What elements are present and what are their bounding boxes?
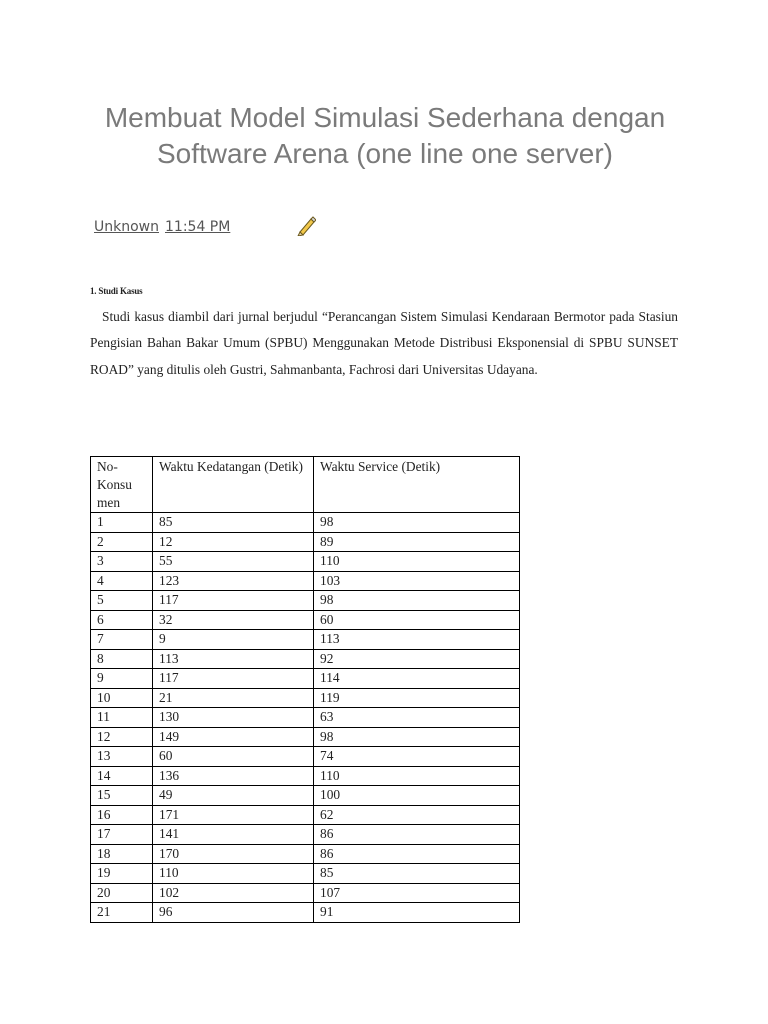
cell-arrival-time: 12	[153, 532, 314, 552]
cell-arrival-time: 49	[153, 786, 314, 806]
cell-arrival-time: 32	[153, 610, 314, 630]
table-row	[91, 630, 520, 650]
cell-arrival-time: 117	[153, 591, 314, 611]
cell-customer-no: 8	[91, 649, 153, 669]
author-link[interactable]: Unknown	[94, 219, 159, 235]
cell-customer-no: 15	[91, 786, 153, 806]
table-row	[91, 552, 520, 572]
table-row	[91, 669, 520, 689]
cell-service-time: 74	[314, 747, 520, 767]
header-arrival-time: Waktu Kedatangan (Detik)	[153, 457, 314, 513]
cell-service-time: 110	[314, 766, 520, 786]
cell-customer-no: 7	[91, 630, 153, 650]
cell-customer-no: 19	[91, 864, 153, 884]
cell-service-time: 92	[314, 649, 520, 669]
cell-service-time: 114	[314, 669, 520, 689]
cell-service-time: 100	[314, 786, 520, 806]
cell-customer-no: 2	[91, 532, 153, 552]
cell-service-time: 119	[314, 688, 520, 708]
cell-arrival-time: 123	[153, 571, 314, 591]
table-row	[91, 688, 520, 708]
cell-service-time: 98	[314, 727, 520, 747]
table-row	[91, 610, 520, 630]
cell-service-time: 85	[314, 864, 520, 884]
section-heading: 1. Studi Kasus	[90, 286, 143, 296]
case-study-paragraph: Studi kasus diambil dari jurnal berjudul “Perancangan Sistem Simulasi Kendaraan Bermotor pada Stasiun Pengisian Bahan Bakar Umum (SPBU) Menggunakan Metode Distribusi Eksponensial di SPBU SUNSET ROAD” yang ditulis oleh Gustri, Sahmanbanta, Fachrosi dari Universitas Udayana.	[90, 309, 678, 377]
cell-customer-no: 18	[91, 844, 153, 864]
table-row	[91, 649, 520, 669]
cell-customer-no: 6	[91, 610, 153, 630]
table-row	[91, 805, 520, 825]
cell-customer-no: 20	[91, 883, 153, 903]
cell-arrival-time: 113	[153, 649, 314, 669]
post-title: Membuat Model Simulasi Sederhana dengan Software Arena (one line one server)	[104, 102, 666, 169]
table-row	[91, 591, 520, 611]
cell-customer-no: 3	[91, 552, 153, 572]
cell-customer-no: 9	[91, 669, 153, 689]
data-table	[90, 456, 520, 923]
cell-customer-no: 1	[91, 513, 153, 533]
cell-service-time: 91	[314, 903, 520, 923]
table-row	[91, 727, 520, 747]
cell-service-time: 110	[314, 552, 520, 572]
cell-service-time: 86	[314, 844, 520, 864]
cell-customer-no: 11	[91, 708, 153, 728]
cell-customer-no: 12	[91, 727, 153, 747]
cell-arrival-time: 141	[153, 825, 314, 845]
cell-service-time: 89	[314, 532, 520, 552]
table-row	[91, 844, 520, 864]
cell-arrival-time: 9	[153, 630, 314, 650]
header-service-time: Waktu Service (Detik)	[314, 457, 520, 513]
cell-arrival-time: 117	[153, 669, 314, 689]
cell-customer-no: 14	[91, 766, 153, 786]
cell-customer-no: 5	[91, 591, 153, 611]
table-row	[91, 708, 520, 728]
cell-service-time: 103	[314, 571, 520, 591]
cell-arrival-time: 55	[153, 552, 314, 572]
cell-customer-no: 21	[91, 903, 153, 923]
cell-service-time: 107	[314, 883, 520, 903]
cell-customer-no: 10	[91, 688, 153, 708]
cell-arrival-time: 102	[153, 883, 314, 903]
table-row	[91, 747, 520, 767]
table-row	[91, 571, 520, 591]
table-row	[91, 883, 520, 903]
pencil-icon[interactable]	[296, 214, 316, 236]
cell-customer-no: 16	[91, 805, 153, 825]
post-meta	[94, 216, 230, 238]
cell-arrival-time: 96	[153, 903, 314, 923]
table-row	[91, 513, 520, 533]
post-time-link[interactable]: 11:54 PM	[165, 219, 231, 235]
table-row	[91, 786, 520, 806]
cell-service-time: 98	[314, 591, 520, 611]
cell-arrival-time: 60	[153, 747, 314, 767]
cell-arrival-time: 130	[153, 708, 314, 728]
cell-customer-no: 17	[91, 825, 153, 845]
cell-arrival-time: 170	[153, 844, 314, 864]
cell-arrival-time: 136	[153, 766, 314, 786]
table-header-row	[91, 457, 520, 513]
cell-service-time: 63	[314, 708, 520, 728]
cell-service-time: 98	[314, 513, 520, 533]
cell-arrival-time: 85	[153, 513, 314, 533]
cell-service-time: 113	[314, 630, 520, 650]
table-row	[91, 532, 520, 552]
cell-service-time: 62	[314, 805, 520, 825]
table-row	[91, 864, 520, 884]
cell-service-time: 86	[314, 825, 520, 845]
cell-customer-no: 13	[91, 747, 153, 767]
table-row	[91, 903, 520, 923]
cell-arrival-time: 110	[153, 864, 314, 884]
cell-customer-no: 4	[91, 571, 153, 591]
cell-arrival-time: 171	[153, 805, 314, 825]
table-row	[91, 766, 520, 786]
cell-arrival-time: 21	[153, 688, 314, 708]
table-row	[91, 825, 520, 845]
header-customer-no: No- Konsu men	[91, 457, 153, 513]
cell-service-time: 60	[314, 610, 520, 630]
cell-arrival-time: 149	[153, 727, 314, 747]
